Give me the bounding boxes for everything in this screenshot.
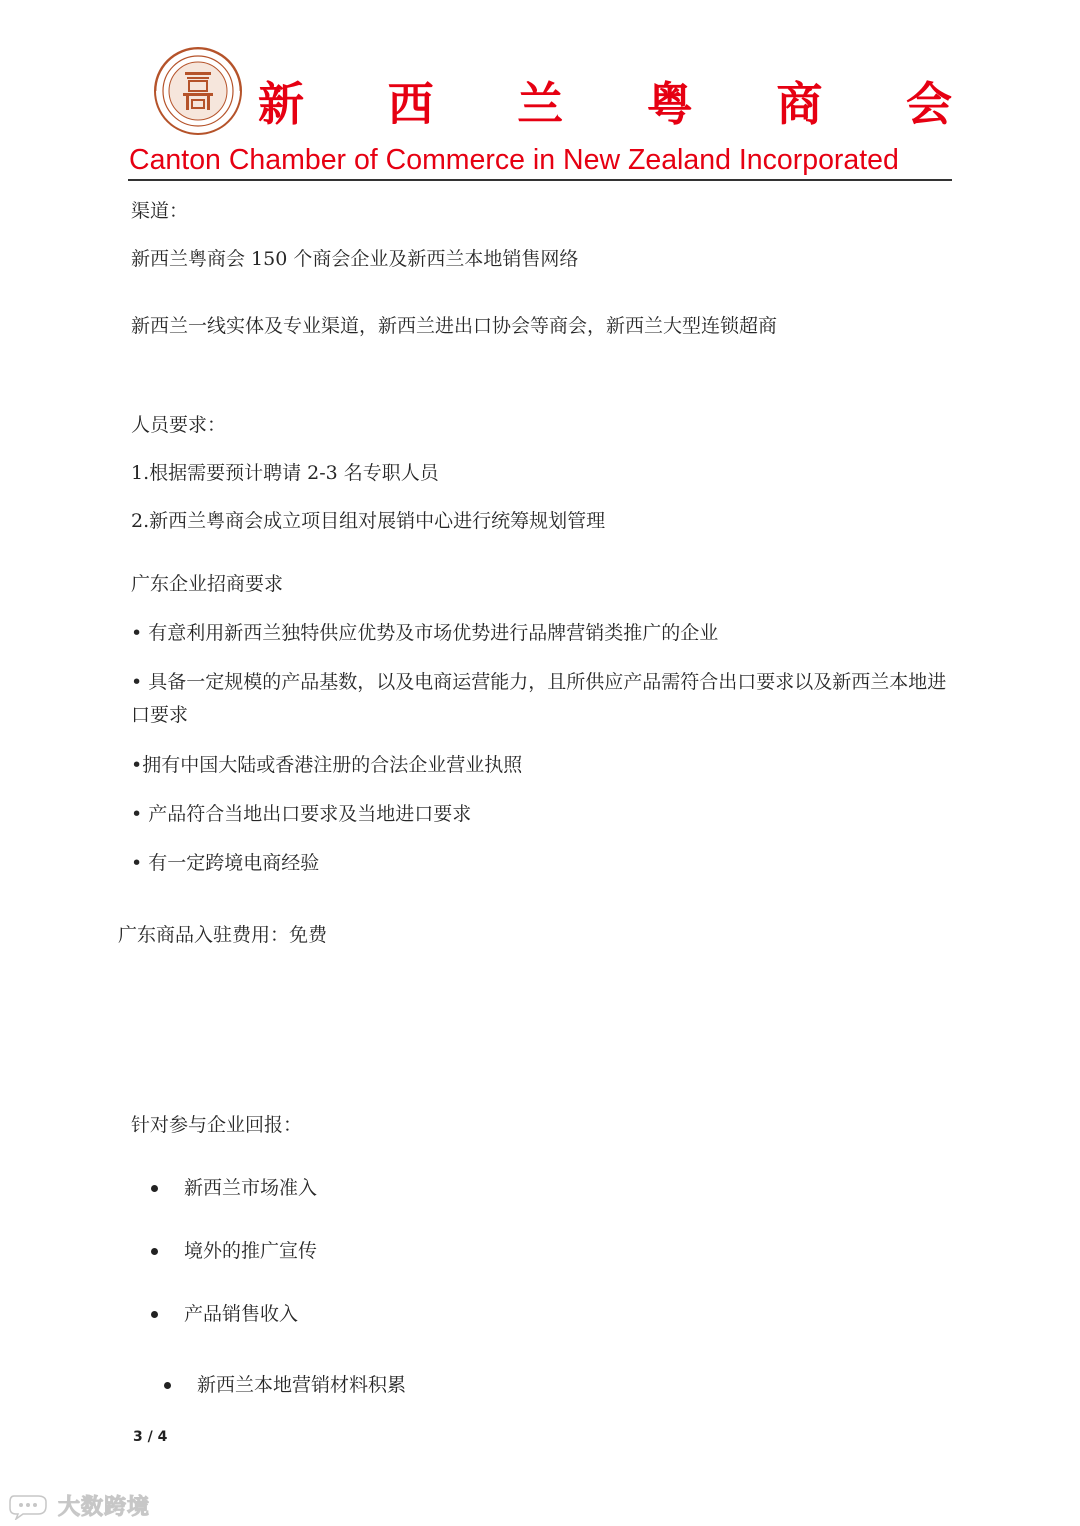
bullet-dot <box>151 1311 158 1318</box>
bullet-dot <box>151 1185 158 1192</box>
recruit-item: •拥有中国大陆或香港注册的合法企业营业执照 <box>131 754 523 776</box>
bullet-dot <box>164 1382 171 1389</box>
channels-line-2: 新西兰一线实体及专业渠道，新西兰进出口协会等商会，新西兰大型连锁超商 <box>131 315 778 337</box>
title-char: 新 <box>258 77 304 131</box>
returns-item: 新西兰本地营销材料积累 <box>197 1374 407 1396</box>
recruit-item: • 产品符合当地出口要求及当地进口要求 <box>131 803 472 825</box>
chamber-seal-logo <box>153 46 243 136</box>
returns-item: 境外的推广宣传 <box>184 1240 318 1262</box>
watermark-text: 大数跨境 <box>58 1495 151 1520</box>
bullet-dot <box>151 1248 158 1255</box>
recruit-item: • 具备一定规模的产品基数，以及电商运营能力，且所供应产品需符合出口要求以及新西兰本地进口要求 <box>131 671 947 726</box>
returns-item: 新西兰市场准入 <box>184 1177 318 1199</box>
title-char: 商 <box>776 77 823 131</box>
channels-line-1: 新西兰粤商会 150 个商会企业及新西兰本地销售网络 <box>131 248 579 270</box>
entry-fee: 广东商品入驻费用：免费 <box>118 924 328 946</box>
returns-heading: 针对参与企业回报： <box>131 1114 303 1136</box>
page-number: 3 / 4 <box>133 1429 168 1445</box>
watermark <box>8 1490 150 1521</box>
title-char: 西 <box>387 77 434 131</box>
staff-item-2: 2.新西兰粤商会成立项目组对展销中心进行统筹规划管理 <box>131 510 606 532</box>
title-char: 粤 <box>646 77 693 131</box>
chamber-english-name: Canton Chamber of Commerce in New Zealand Incorporated <box>129 144 899 176</box>
chat-bubble-icon <box>8 1492 52 1520</box>
recruit-item: • 有一定跨境电商经验 <box>131 852 320 874</box>
header-divider <box>128 179 952 181</box>
returns-item: 产品销售收入 <box>184 1303 299 1325</box>
chamber-chinese-name <box>258 74 952 134</box>
staff-heading: 人员要求： <box>131 414 227 436</box>
title-char: 兰 <box>517 77 564 131</box>
channels-heading: 渠道： <box>131 200 189 222</box>
recruit-item: • 有意利用新西兰独特供应优势及市场优势进行品牌营销类推广的企业 <box>131 622 719 644</box>
recruit-heading: 广东企业招商要求 <box>131 573 284 595</box>
staff-item-1: 1.根据需要预计聘请 2-3 名专职人员 <box>131 462 439 484</box>
title-char: 会 <box>905 77 952 131</box>
